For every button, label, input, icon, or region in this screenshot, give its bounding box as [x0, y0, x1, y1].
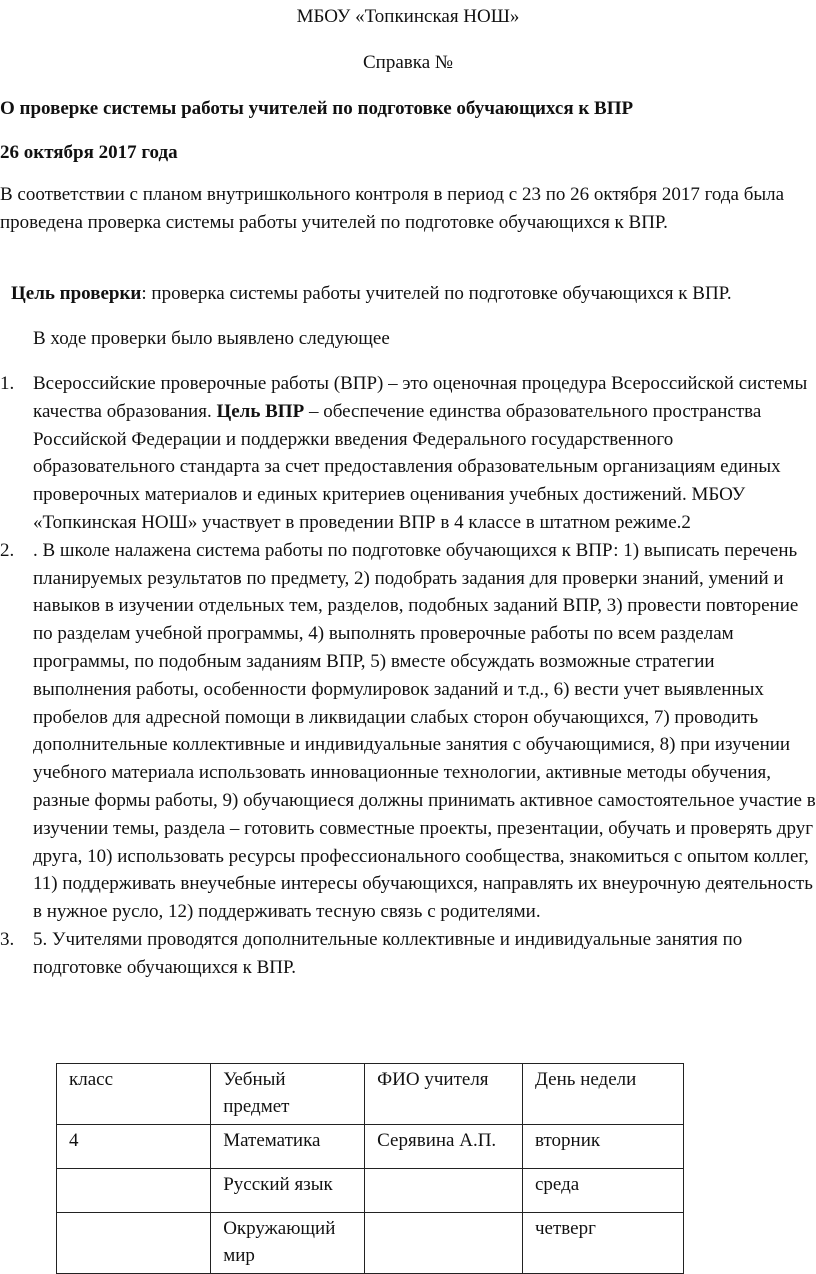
table-cell: [57, 1169, 211, 1213]
table-cell: Математика: [211, 1125, 365, 1169]
table-cell: [365, 1169, 523, 1213]
intro-paragraph: В соответствии с планом внутришкольного контроля в период с 23 по 26 октября 2017 года была проведена проверка системы работы учителей по подготовке обучающихся к ВПР.: [0, 184, 785, 233]
goal-label: Цель проверки: [11, 283, 142, 304]
list-item-number: 1.: [0, 373, 15, 394]
list-item-text: Всероссийские проверочные работы (ВПР) – это оценочная процедура Всероссийской системы качества образования.: [33, 373, 808, 422]
table-cell: 4: [57, 1125, 211, 1169]
list-item: [0, 537, 816, 926]
table-header-cell: ФИО учителя: [365, 1064, 523, 1125]
schedule-table: [56, 1063, 684, 1274]
table-header-row: [57, 1064, 684, 1125]
table-cell: [365, 1213, 523, 1274]
findings-list: [0, 370, 816, 982]
school-name: МБОУ «Топкинская НОШ»: [296, 6, 520, 27]
findings-intro: В ходе проверки было выявлено следующее: [33, 328, 390, 349]
list-item: [0, 370, 816, 537]
table-cell: среда: [522, 1169, 683, 1213]
list-item-text: . В школе налажена система работы по подготовке обучающихся к ВПР: 1) выписать перечень планируемых результатов по предмету, 2) подобрать задания для проверки знаний, умений и навыков в изучении отдельных тем, разделов, подобных заданий ВПР, 3) провести повторение по разделам учебной программы, 4) выполнять проверочные работы по всем разделам программы, по подобным заданиям ВПР, 5) вместе обсуждать возможные стратегии выполнения работы, особенности формулировок заданий и т.д., 6) вести учет выявленных пробелов для адресной помощи в ликвидации слабых сторон обучающихся, 7) проводить дополнительные коллективные и индивидуальные занятия с обучающимися, 8) при изучении учебного материала использовать инновационные технологии, активные методы обучения, разные формы работы, 9) обучающиеся должны принимать активное самостоятельное участие в изучении темы, раздела – готовить совместные проекты, презентации, обучать и проверять друг друга, 10) использовать ресурсы профессионального сообщества, знакомиться с опытом коллег, 11) поддерживать внеучебные интересы обучающихся, направлять их внеурочную деятельность в нужное русло, 12) поддерживать тесную связь с родителями.: [33, 539, 816, 923]
table-cell: Окружающий мир: [211, 1213, 365, 1274]
goal-text: : проверка системы работы учителей по подготовке обучающихся к ВПР.: [141, 283, 732, 304]
table-cell: Серявина А.П.: [365, 1125, 523, 1169]
list-item-text-cont: – обеспечение единства образовательного пространства Российской Федерации и поддержки введения Федерального государственного образовательного стандарта за счет предоставления образовательным организациям единых проверочных материалов и единых критериев оценивания учебных достижений. МБОУ «Топкинская НОШ» участвует в проведении ВПР в 4 классе в штатном режиме.2: [33, 400, 781, 533]
list-item-number: 3.: [0, 928, 15, 950]
document-title: О проверке системы работы учителей по подготовке обучающихся к ВПР: [0, 98, 634, 119]
table-row: [57, 1125, 684, 1169]
table-cell: [57, 1213, 211, 1274]
table-header-cell: Уебный предмет: [211, 1064, 365, 1125]
table-row: [57, 1169, 684, 1213]
goal-line: [11, 283, 732, 305]
list-item-number: 2.: [0, 539, 15, 561]
document-type: Справка №: [363, 52, 453, 73]
table-row: [57, 1213, 684, 1274]
table-cell: Русский язык: [211, 1169, 365, 1213]
list-item-bold: Цель ВПР: [216, 400, 305, 422]
list-item-text: 5. Учителями проводятся дополнительные коллективные и индивидуальные занятия по подготовке обучающихся к ВПР.: [33, 928, 743, 978]
document-date: 26 октября 2017 года: [0, 142, 178, 163]
list-item: [0, 926, 816, 982]
table-header-cell: День недели: [522, 1064, 683, 1125]
table-header-cell: класс: [57, 1064, 211, 1125]
table-cell: четверг: [522, 1213, 683, 1274]
table-cell: вторник: [522, 1125, 683, 1169]
